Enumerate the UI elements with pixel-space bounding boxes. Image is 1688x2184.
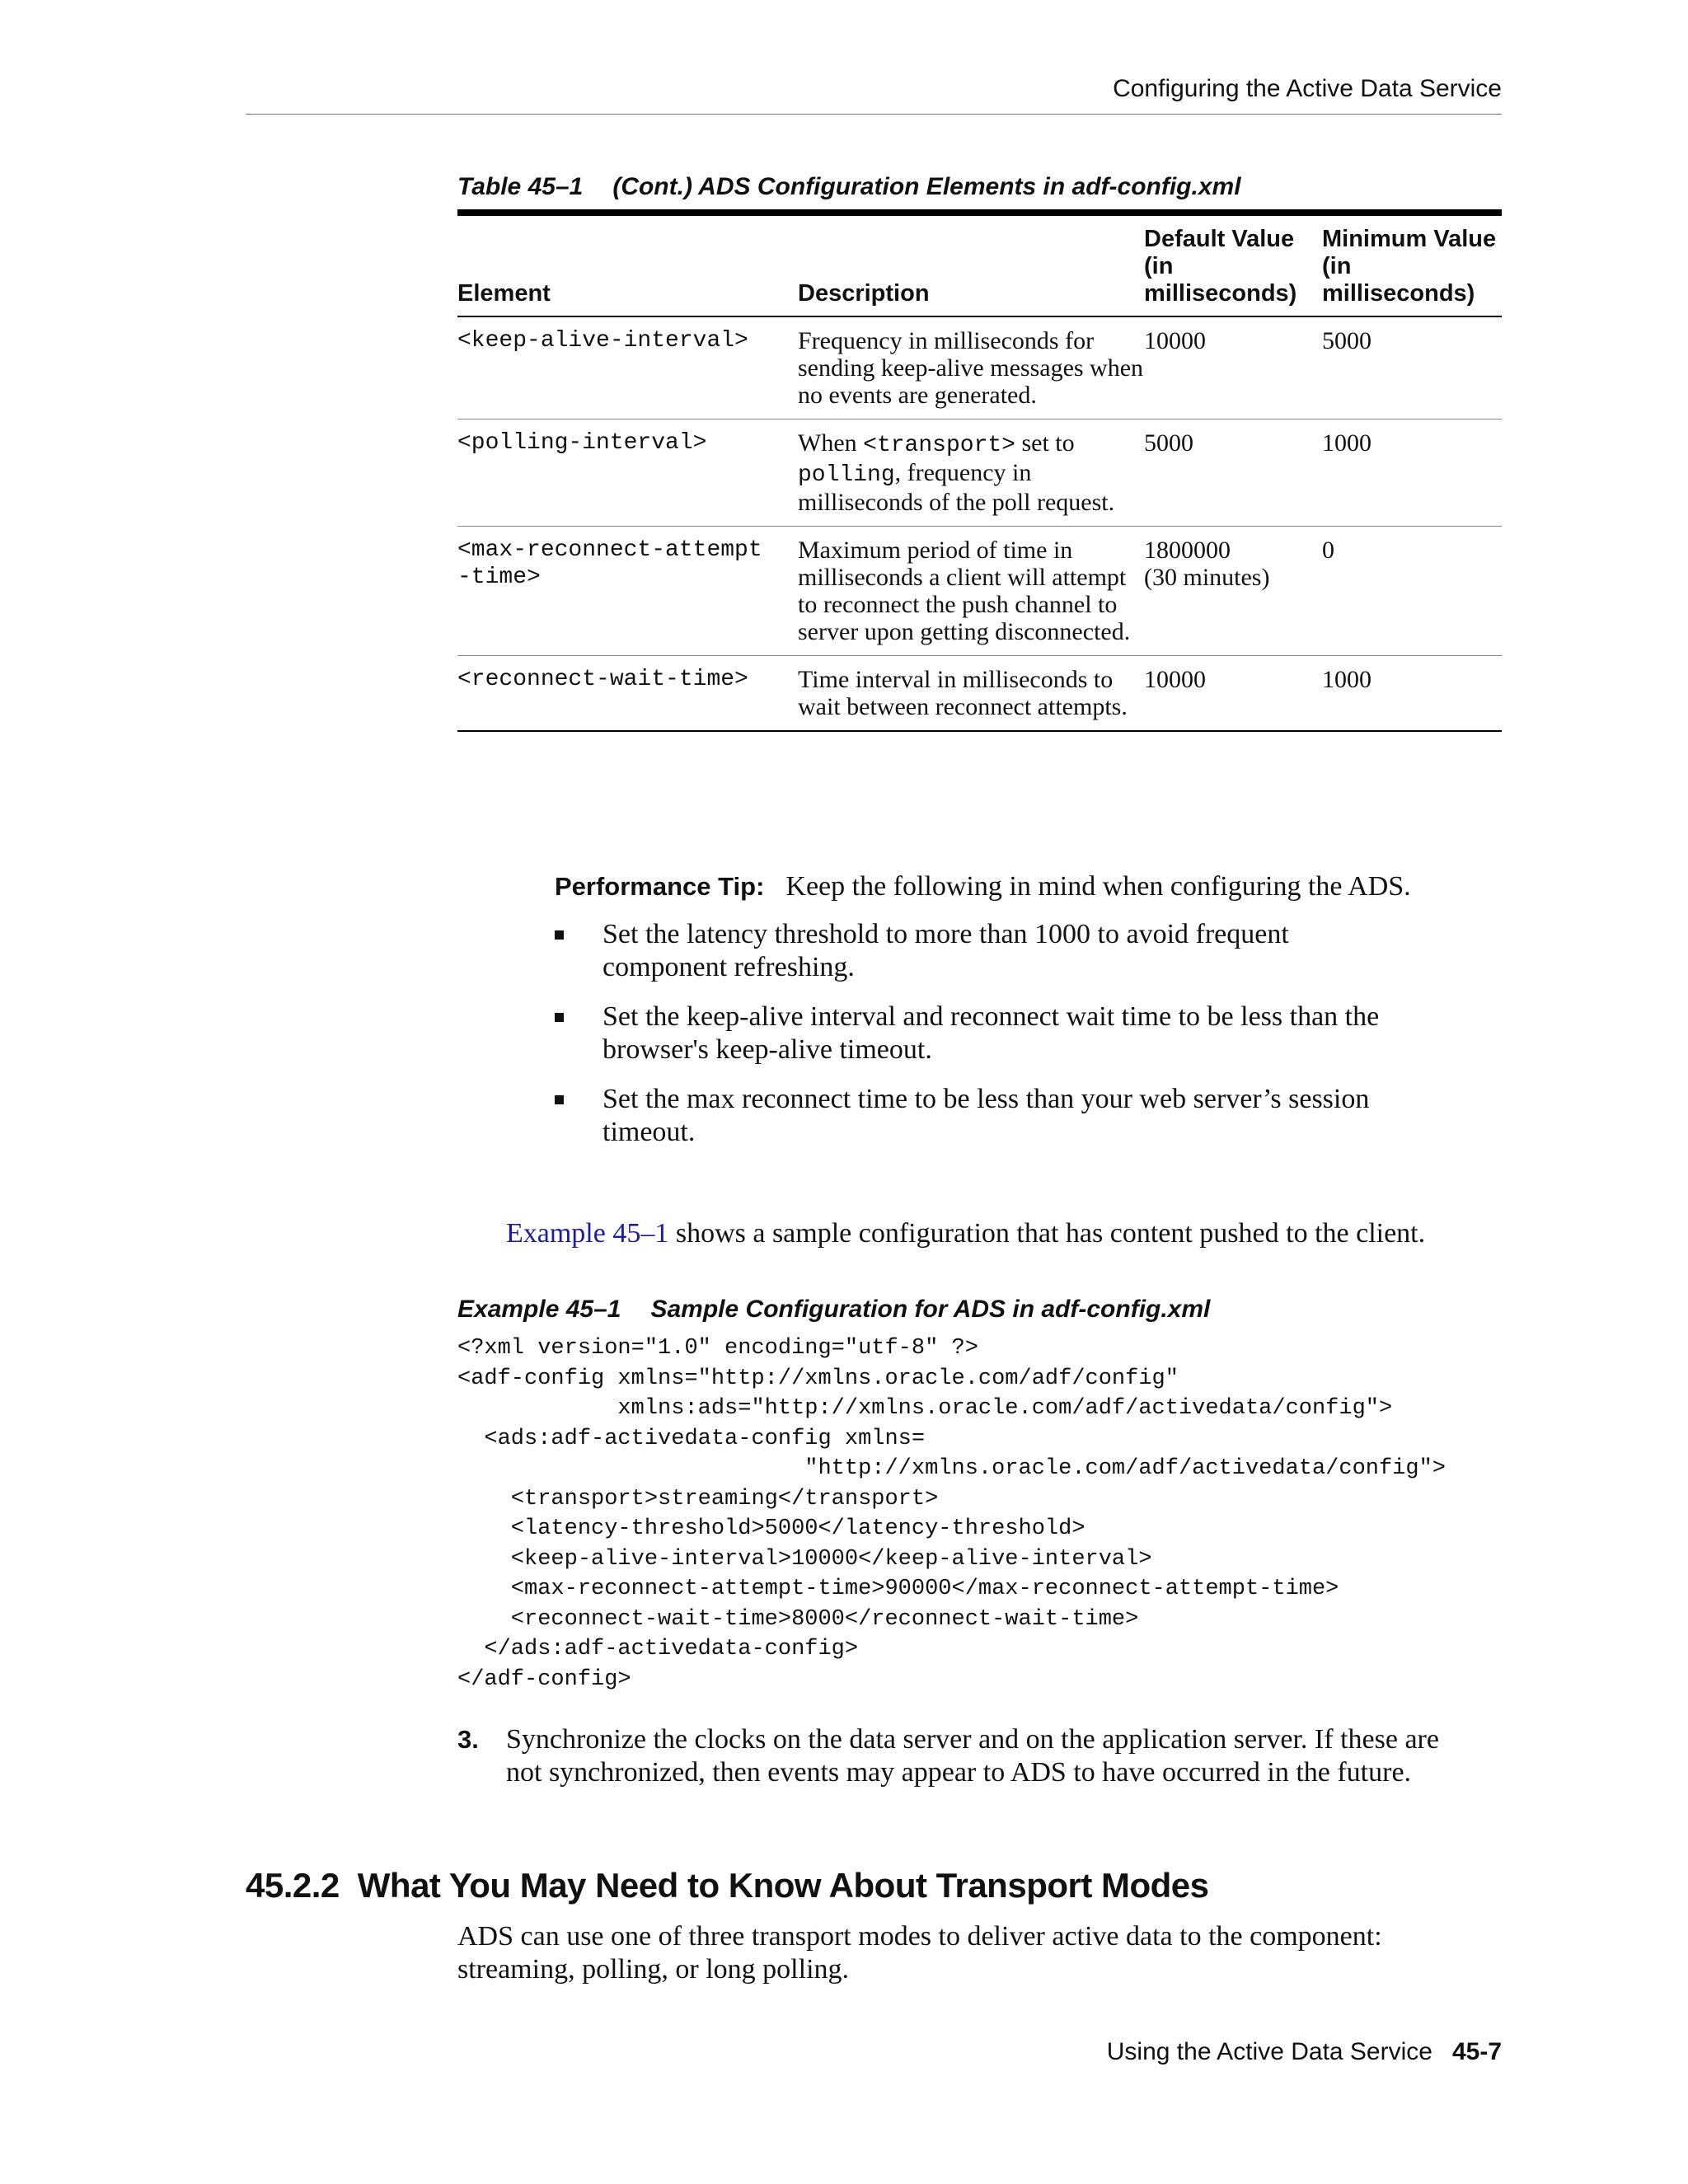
table-header-row	[457, 213, 1502, 316]
cell-default: 10000	[1144, 316, 1322, 419]
example-caption-number: Example 45–1	[457, 1296, 621, 1323]
cell-description	[798, 419, 1144, 527]
header-minimum-value: Minimum Value (in milliseconds)	[1322, 213, 1502, 316]
header-description: Description	[798, 213, 1144, 316]
desc-text: When	[798, 429, 864, 457]
tip-intro-text: Keep the following in mind when configuring the ADS.	[785, 871, 1411, 902]
ads-config-table	[457, 209, 1502, 732]
table-row	[457, 316, 1502, 419]
cell-description: Time interval in milliseconds to wait between reconnect attempts.	[798, 666, 1128, 720]
cell-default: 5000	[1144, 419, 1322, 527]
cell-element: <polling-interval>	[457, 419, 798, 527]
example-caption-title: Sample Configuration for ADS in adf-config.xml	[650, 1296, 1211, 1323]
example-link[interactable]: Example 45–1	[506, 1218, 669, 1249]
desc-code-transport: <transport>	[863, 433, 1015, 458]
section-number: 45.2.2	[246, 1866, 340, 1905]
table-caption	[457, 171, 1241, 204]
cell-element: <max-reconnect-attempt -time>	[457, 527, 798, 656]
list-item	[555, 1083, 1412, 1149]
desc-text: , frequency in milliseconds of the poll request.	[798, 459, 1115, 516]
page-footer	[907, 2036, 1502, 2069]
square-bullet-icon	[555, 930, 564, 940]
cell-default	[1144, 527, 1322, 656]
section-heading	[246, 1864, 1209, 1907]
example-caption	[457, 1293, 1210, 1326]
square-bullet-icon	[555, 1013, 564, 1022]
header-rule	[246, 114, 1502, 115]
table-row	[457, 419, 1502, 527]
cell-minimum: 1000	[1322, 666, 1372, 693]
cell-default: 10000	[1144, 666, 1206, 693]
table-caption-number: Table 45–1	[457, 173, 584, 200]
example-reference-text: shows a sample configuration that has content pushed to the client.	[668, 1218, 1426, 1249]
cell-element: <keep-alive-interval>	[457, 316, 798, 419]
tip-intro	[555, 870, 1412, 903]
code-sample: <?xml version="1.0" encoding="utf-8" ?> <adf-config xmlns="http://xmlns.oracle.com/adf/config" xmlns:ads="http://xmlns.oracle.com/adf/activedata/config"> <ads:adf-activedata-config xmlns= "http://xmlns.oracle.com/adf/activedata/config"> <transport>streaming</transport> <latency-threshold>5000</latency-threshold> <keep-alive-interval>10000</keep-alive-interval> <max-reconnect-attempt-time>90000</max-reconnect-attempt-time> <reconnect-wait-time>8000</reconnect-wait-time> </ads:adf-activedata-config> </adf-config>	[457, 1336, 1446, 1692]
section-body: ADS can use one of three transport modes to deliver active data to the component: streaming, polling, or long polling.	[457, 1921, 1382, 1985]
cell-element: <reconnect-wait-time>	[457, 667, 748, 692]
default-value: 1800000	[1144, 537, 1231, 564]
cell-minimum: 1000	[1322, 419, 1502, 527]
cell-description: Frequency in milliseconds for sending keep-alive messages when no events are generated.	[798, 316, 1144, 419]
table-row	[457, 527, 1502, 656]
cell-description: Maximum period of time in milliseconds a client will attempt to reconnect the push channel to server upon getting disconnected.	[798, 527, 1144, 656]
desc-code-polling: polling	[798, 462, 895, 488]
square-bullet-icon	[555, 1095, 564, 1104]
section-title: What You May Need to Know About Transport Modes	[357, 1866, 1209, 1905]
step-number: 3.	[457, 1725, 479, 1754]
list-item	[555, 1001, 1412, 1066]
cell-minimum: 5000	[1322, 316, 1502, 419]
header-element: Element	[457, 213, 798, 316]
footer-chapter-title: Using the Active Data Service	[1106, 2038, 1432, 2065]
tip-bullet-list	[555, 918, 1412, 1149]
step-text: Synchronize the clocks on the data server and on the application server. If these are not synchronized, then events may appear to ADS to have occurred in the future.	[506, 1724, 1439, 1788]
header-default-value: Default Value (in milliseconds)	[1144, 213, 1322, 316]
table-row	[457, 656, 1502, 732]
list-item-text: Set the keep-alive interval and reconnect wait time to be less than the browser's keep-alive timeout.	[603, 1001, 1380, 1065]
page-number: 45-7	[1451, 2038, 1502, 2065]
example-reference-paragraph	[506, 1217, 1512, 1250]
step-3	[457, 1723, 1479, 1789]
cell-minimum: 0	[1322, 527, 1502, 656]
desc-text: set to	[1015, 429, 1075, 457]
list-item-text: Set the max reconnect time to be less than your web server’s session timeout.	[603, 1084, 1370, 1147]
running-header: Configuring the Active Data Service	[1113, 75, 1502, 102]
performance-tip	[555, 870, 1412, 1165]
list-item-text: Set the latency threshold to more than 1000 to avoid frequent component refreshing.	[603, 919, 1289, 982]
list-item	[555, 918, 1412, 984]
tip-label: Performance Tip:	[555, 872, 765, 901]
default-note: (30 minutes)	[1144, 564, 1270, 591]
table-caption-title: (Cont.) ADS Configuration Elements in adf-config.xml	[612, 173, 1241, 200]
